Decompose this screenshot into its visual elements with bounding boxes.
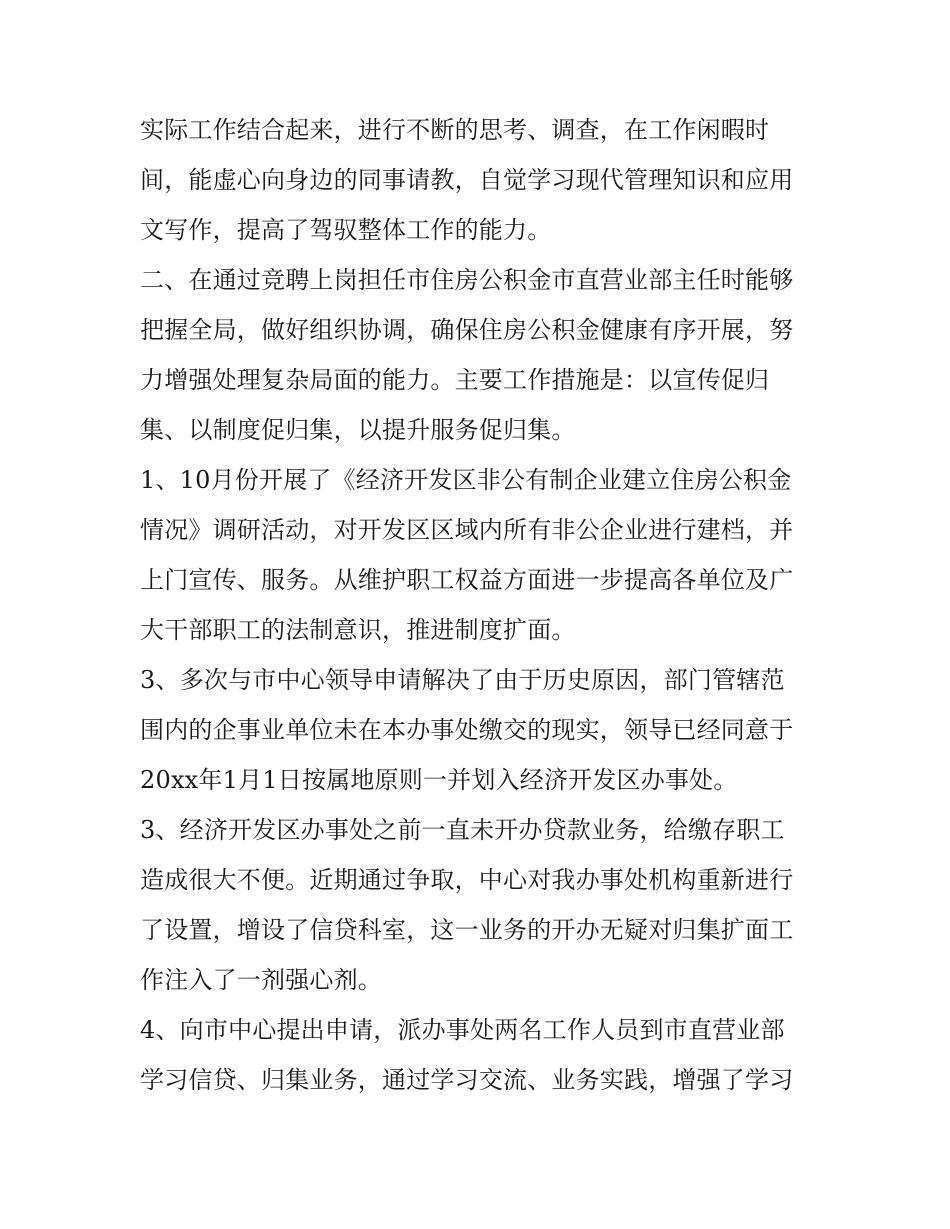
text-line: 围内的企事业单位未在本办事处缴交的现实，领导已经同意于 xyxy=(140,716,794,744)
text-line: 4、向市中心提出申请，派办事处两名工作人员到市直营业部 xyxy=(140,1016,785,1044)
text-line: 二、在通过竞聘上岗担任市住房公积金市直营业部主任时能够 xyxy=(140,266,794,294)
text-line: 文写作，提高了驾驭整体工作的能力。 xyxy=(140,216,552,244)
text-line: 实际工作结合起来，进行不断的思考、调查，在工作闲暇时 xyxy=(140,116,770,144)
text-line: 3、多次与市中心领导申请解决了由于历史原因，部门管辖范 xyxy=(140,666,785,694)
text-line: 3、经济开发区办事处之前一直未开办贷款业务，给缴存职工 xyxy=(140,816,785,844)
document-body xyxy=(140,105,820,1105)
text-line: 造成很大不便。近期通过争取，中心对我办事处机构重新进行 xyxy=(140,866,794,894)
text-line: 把握全局，做好组织协调，确保住房公积金健康有序开展，努 xyxy=(140,316,794,344)
paragraph-item-1 xyxy=(140,455,820,655)
text-line: 上门宣传、服务。从维护职工权益方面进一步提高各单位及广 xyxy=(140,566,794,594)
text-line: 了设置，增设了信贷科室，这一业务的开办无疑对归集扩面工 xyxy=(140,916,794,944)
text-line: 集、以制度促归集，以提升服务促归集。 xyxy=(140,416,576,444)
text-line: 学习信贷、归集业务，通过学习交流、业务实践，增强了学习 xyxy=(140,1066,794,1094)
text-line: 力增强处理复杂局面的能力。主要工作措施是：以宣传促归 xyxy=(140,366,770,394)
text-line: 大干部职工的法制意识，推进制度扩面。 xyxy=(140,616,576,644)
text-line: 间，能虚心向身边的同事请教，自觉学习现代管理知识和应用 xyxy=(140,166,794,194)
paragraph-item-3a xyxy=(140,655,820,805)
paragraph-section-two xyxy=(140,255,820,455)
text-line: 作注入了一剂强心剂。 xyxy=(140,966,382,994)
paragraph-item-3b xyxy=(140,805,820,1005)
text-line: 1、10月份开展了《经济开发区非公有制企业建立住房公积金 xyxy=(140,466,792,494)
paragraph-work-study xyxy=(140,105,820,255)
text-line: 情况》调研活动，对开发区区域内所有非公企业进行建档，并 xyxy=(140,516,794,544)
text-line: 20xx年1月1日按属地原则一并划入经济开发区办事处。 xyxy=(140,766,738,794)
paragraph-item-4 xyxy=(140,1005,820,1105)
